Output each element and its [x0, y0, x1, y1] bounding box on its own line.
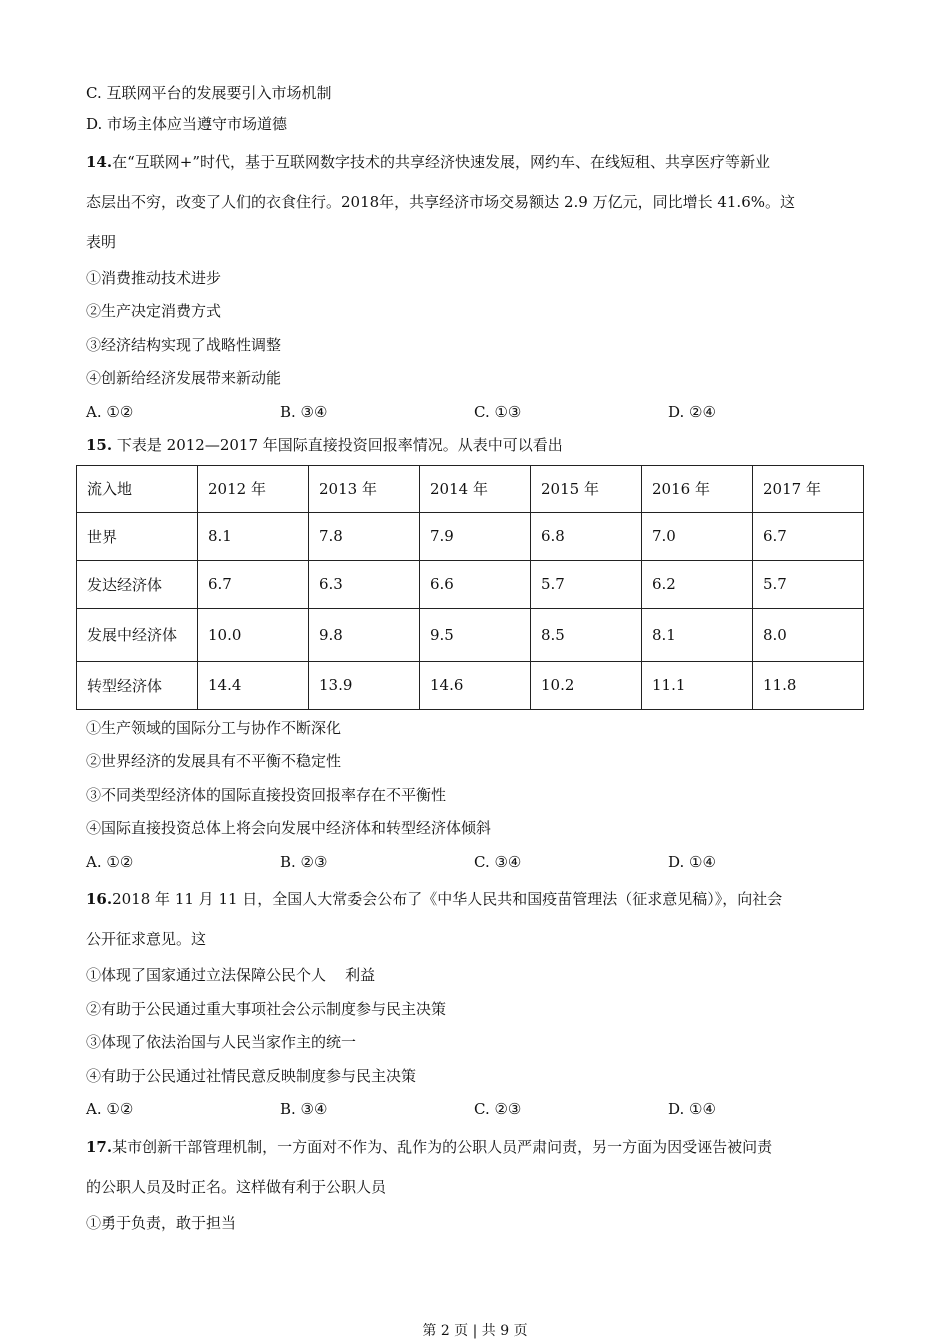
q14-item: ①消费推动技术进步: [86, 268, 222, 287]
q16-stem-line-2: 公开征求意见。这: [86, 930, 207, 948]
table-header-cell: 2016 年: [642, 465, 753, 512]
table-cell: 9.5: [420, 608, 531, 661]
table-header-cell: 2014 年: [420, 465, 531, 512]
table-cell: 世界: [77, 512, 198, 560]
table-cell: 6.7: [753, 512, 864, 560]
q15-option-b: B. ②③: [280, 852, 328, 871]
table-cell: 7.9: [420, 512, 531, 560]
question-15: [86, 429, 866, 879]
table-header-cell: 2015 年: [531, 465, 642, 512]
q14-item: ③经济结构实现了战略性调整: [86, 335, 282, 354]
q15-item: ①生产领域的国际分工与协作不断深化: [86, 718, 342, 737]
q13-option-d: D. 市场主体应当遵守市场道德: [86, 115, 288, 133]
table-cell: 7.8: [309, 512, 420, 560]
q16-options: [86, 1093, 866, 1127]
q17-number: 17.: [86, 1137, 113, 1156]
q14-number: 14.: [86, 152, 113, 171]
table-row: [77, 608, 864, 661]
q15-option-c: C. ③④: [474, 852, 522, 871]
table-cell: 5.7: [753, 560, 864, 608]
table-header-row: [77, 465, 864, 512]
q16-stem-line-1: 16.2018 年 11 月 11 日，全国人大常委会公布了《中华人民共和国疫苗管理法（征求意见稿）》，向社会: [86, 890, 783, 908]
table-row: [77, 560, 864, 608]
table-header-cell: 2012 年: [198, 465, 309, 512]
q16-item: ②有助于公民通过重大事项社会公示制度参与民主决策: [86, 999, 447, 1018]
q16-option-c: C. ②③: [474, 1100, 522, 1118]
q15-options: [86, 846, 866, 880]
table-header-cell: 2017 年: [753, 465, 864, 512]
q14-item: ④创新给经济发展带来新动能: [86, 369, 282, 387]
q14-stem-line-2: 态层出不穷，改变了人们的衣食住行。2018年，共享经济市场交易额达 2.9 万亿元，同比增长 41.6%。这: [86, 192, 795, 211]
question-16: [86, 879, 866, 1127]
table-cell: 9.8: [309, 608, 420, 661]
q15-item: ④国际直接投资总体上将会向发展中经济体和转型经济体倾斜: [86, 819, 492, 837]
table-cell: 10.0: [198, 608, 309, 661]
q17-item: ①勇于负责，敢于担当: [86, 1213, 237, 1232]
page-footer: 第 2 页 | 共 9 页: [422, 1323, 528, 1339]
table-cell: 5.7: [531, 560, 642, 608]
q16-option-d: D. ①④: [668, 1100, 716, 1118]
table-cell: 6.6: [420, 560, 531, 608]
table-cell: 8.0: [753, 608, 864, 661]
table-row: [77, 512, 864, 560]
table-header-cell: 2013 年: [309, 465, 420, 512]
question-17: [86, 1127, 866, 1241]
table-cell: 8.5: [531, 608, 642, 661]
table-cell: 13.9: [309, 661, 420, 709]
table-cell: 6.2: [642, 560, 753, 608]
q14-item: ②生产决定消费方式: [86, 302, 222, 320]
q16-item: ①体现了国家通过立法保障公民个人 利益: [86, 966, 376, 984]
table-cell: 6.8: [531, 512, 642, 560]
q14-stem-line-3: 表明: [86, 232, 117, 251]
q13-option-c: C. 互联网平台的发展要引入市场机制: [86, 84, 332, 102]
q16-option-a: A. ①②: [86, 1100, 134, 1118]
q14-options: [86, 396, 866, 430]
q16-item: ③体现了依法治国与人民当家作主的统一: [86, 1033, 357, 1051]
table-cell: 7.0: [642, 512, 753, 560]
table-cell: 6.3: [309, 560, 420, 608]
table-row: [77, 661, 864, 709]
table-cell: 6.7: [198, 560, 309, 608]
q16-number: 16.: [86, 890, 113, 908]
investment-return-table: [76, 465, 864, 710]
q14-option-d: D. ②④: [668, 402, 716, 421]
q15-stem: 15. 下表是 2012—2017 年国际直接投资回报率情况。从表中可以看出: [86, 436, 563, 454]
table-cell: 14.4: [198, 661, 309, 709]
q15-option-a: A. ①②: [86, 852, 134, 871]
q15-item: ②世界经济的发展具有不平衡不稳定性: [86, 752, 342, 770]
table-cell: 10.2: [531, 661, 642, 709]
q15-option-d: D. ①④: [668, 852, 716, 871]
table-cell: 发展中经济体: [77, 608, 198, 661]
q16-item: ④有助于公民通过社情民意反映制度参与民主决策: [86, 1066, 417, 1085]
table-cell: 11.8: [753, 661, 864, 709]
table-cell: 11.1: [642, 661, 753, 709]
q16-option-b: B. ③④: [280, 1100, 328, 1118]
table-cell: 14.6: [420, 661, 531, 709]
exam-page: [86, 78, 866, 1240]
table-cell: 8.1: [198, 512, 309, 560]
table-cell: 转型经济体: [77, 661, 198, 709]
q14-option-c: C. ①③: [474, 402, 522, 421]
q17-stem-line-1: 17.某市创新干部管理机制，一方面对不作为、乱作为的公职人员严肃问责，另一方面为因受诬告被问责: [86, 1137, 773, 1156]
q14-option-a: A. ①②: [86, 402, 134, 421]
table-cell: 发达经济体: [77, 560, 198, 608]
question-14: [86, 142, 866, 430]
q15-item: ③不同类型经济体的国际直接投资回报率存在不平衡性: [86, 785, 447, 804]
q14-option-b: B. ③④: [280, 402, 328, 421]
q17-stem-line-2: 的公职人员及时正名。这样做有利于公职人员: [86, 1177, 387, 1196]
table-header-cell: 流入地: [77, 465, 198, 512]
table-cell: 8.1: [642, 608, 753, 661]
q15-number: 15.: [86, 436, 113, 454]
q14-stem-line-1: 14.在“互联网+”时代，基于互联网数字技术的共享经济快速发展，网约车、在线短租、共享医疗等新业: [86, 152, 771, 171]
